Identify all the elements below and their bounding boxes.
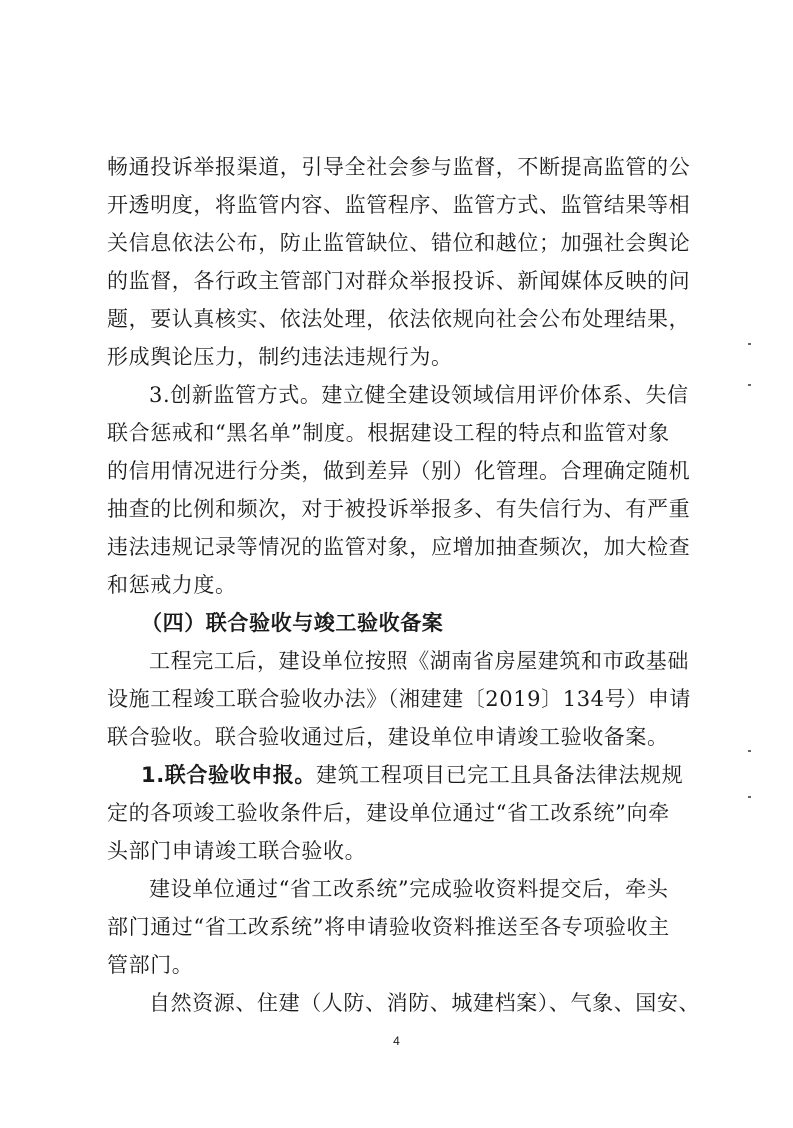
scan-mark bbox=[748, 750, 751, 752]
body-text-line: 管部门。 bbox=[107, 953, 194, 977]
body-text-line: 设施工程竣工联合验收办法》（湘建建〔2019〕134号）申请 bbox=[107, 687, 692, 711]
body-text-line: 开透明度，将监管内容、监管程序、监管方式、监管结果等相 bbox=[107, 193, 691, 217]
body-text-line: 的信用情况进行分类，做到差异（别）化管理。合理确定随机 bbox=[107, 459, 691, 483]
body-text-line: 形成舆论压力，制约违法违规行为。 bbox=[107, 345, 453, 369]
body-text-line: 建设单位通过“省工改系统”完成验收资料提交后，牵头 bbox=[149, 877, 669, 901]
section-heading: （四）联合验收与竣工验收备案 bbox=[141, 611, 444, 635]
scan-mark bbox=[748, 796, 751, 798]
body-text-line: 工程完工后，建设单位按照《湖南省房屋建筑和市政基础 bbox=[149, 649, 689, 673]
body-text-line: 抽查的比例和频次，对于被投诉举报多、有失信行为、有严重 bbox=[107, 497, 691, 521]
body-text-line bbox=[141, 760, 685, 790]
body-text-span: 建筑工程项目已完工且具备法律法规规 bbox=[316, 763, 684, 787]
body-text-line: 自然资源、住建（人防、消防、城建档案）、气象、国安、 bbox=[149, 991, 701, 1015]
body-text-line: 的监督，各行政主管部门对群众举报投诉、新闻媒体反映的问 bbox=[107, 269, 691, 293]
body-text-line: 畅通投诉举报渠道，引导全社会参与监督，不断提高监管的公 bbox=[107, 155, 691, 179]
body-text-line: 部门通过“省工改系统”将申请验收资料推送至各专项验收主 bbox=[107, 915, 670, 939]
body-text-line: 和惩戒力度。 bbox=[107, 573, 237, 597]
scan-mark bbox=[748, 384, 751, 386]
body-text-line: 头部门申请竣工联合验收。 bbox=[107, 839, 367, 863]
subsection-label: 1.联合验收申报。 bbox=[141, 763, 316, 787]
body-text-line: 题，要认真核实、依法处理，依法依规向社会公布处理结果， bbox=[107, 307, 691, 331]
page-number: 4 bbox=[393, 1034, 400, 1048]
scan-mark bbox=[748, 343, 751, 345]
body-text-line: 关信息依法公布，防止监管缺位、错位和越位；加强社会舆论 bbox=[107, 231, 691, 255]
body-text-line: 违法违规记录等情况的监管对象，应增加抽查频次，加大检查 bbox=[107, 535, 691, 559]
body-text-line: 联合验收。联合验收通过后，建设单位申请竣工验收备案。 bbox=[107, 725, 669, 749]
body-text-line: 定的各项竣工验收条件后，建设单位通过“省工改系统”向牵 bbox=[107, 801, 670, 825]
body-text-line: 联合惩戒和“黑名单”制度。根据建设工程的特点和监管对象 bbox=[107, 421, 670, 445]
body-text-line: 3.创新监管方式。建立健全建设领域信用评价体系、失信 bbox=[149, 383, 689, 407]
